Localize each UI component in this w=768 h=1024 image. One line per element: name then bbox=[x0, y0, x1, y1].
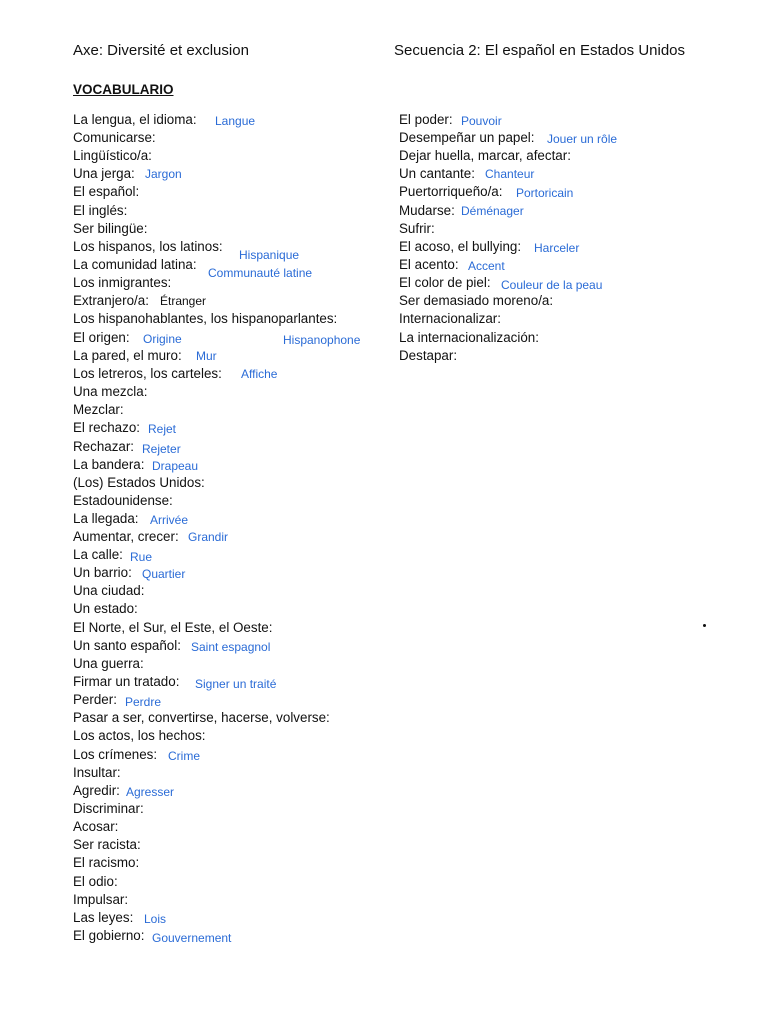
vocab-term-left: Agredir: bbox=[73, 783, 120, 798]
vocab-term-right: El color de piel: bbox=[399, 275, 491, 290]
vocab-term-left: El gobierno: bbox=[73, 928, 145, 943]
vocab-term-left: Ser bilingüe: bbox=[73, 221, 148, 236]
vocab-term-left: El inglés: bbox=[73, 203, 128, 218]
vocab-translation-left: Rejet bbox=[148, 422, 177, 436]
vocab-term-left: Un barrio: bbox=[73, 565, 132, 580]
vocab-term-left: Los letreros, los carteles: bbox=[73, 366, 222, 381]
vocab-term-left: Una jerga: bbox=[73, 166, 135, 181]
vocab-term-left: Los crímenes: bbox=[73, 747, 158, 762]
vocabulary-heading: VOCABULARIO bbox=[73, 82, 174, 97]
vocab-term-left: Insultar: bbox=[73, 765, 121, 780]
vocab-term-right: Ser demasiado moreno/a: bbox=[399, 293, 554, 308]
vocab-translation-left: Crime bbox=[168, 749, 200, 763]
vocab-term-left: Firmar un tratado: bbox=[73, 674, 180, 689]
vocab-term-left: El Norte, el Sur, el Este, el Oeste: bbox=[73, 620, 273, 635]
vocab-translation-left: Origine bbox=[143, 332, 182, 346]
vocab-term-left: Los hispanohablantes, los hispanoparlantes: bbox=[73, 311, 338, 326]
vocab-term-right: Puertorriqueño/a: bbox=[399, 184, 503, 199]
vocab-term-left: Los actos, los hechos: bbox=[73, 728, 206, 743]
vocab-term-left: Acosar: bbox=[73, 819, 119, 834]
vocab-term-right: Dejar huella, marcar, afectar: bbox=[399, 148, 571, 163]
stray-dot bbox=[703, 624, 706, 627]
vocab-translation-left: Gouvernement bbox=[152, 931, 232, 945]
vocab-term-right: Un cantante: bbox=[399, 166, 475, 181]
vocab-term-left: Mezclar: bbox=[73, 402, 124, 417]
vocab-term-right: La internacionalización: bbox=[399, 330, 539, 345]
header-sequence-title: Secuencia 2: El español en Estados Unidos bbox=[394, 42, 686, 59]
vocab-translation-left: Saint espagnol bbox=[191, 640, 271, 654]
header-axis-title: Axe: Diversité et exclusion bbox=[73, 42, 249, 59]
vocab-term-left: El español: bbox=[73, 184, 140, 199]
vocab-translation-right: Couleur de la peau bbox=[501, 278, 603, 292]
vocab-translation-left: Rue bbox=[130, 550, 153, 564]
vocab-term-left: (Los) Estados Unidos: bbox=[73, 475, 205, 490]
vocab-term-right: El acento: bbox=[399, 257, 459, 272]
vocab-term-left: Una mezcla: bbox=[73, 384, 148, 399]
vocab-term-left: La pared, el muro: bbox=[73, 348, 182, 363]
vocab-term-left: Lingüístico/a: bbox=[73, 148, 152, 163]
vocab-translation-left: Quartier bbox=[142, 567, 186, 581]
vocab-translation-right: Chanteur bbox=[485, 167, 535, 181]
vocab-translation-right: Harceler bbox=[534, 241, 580, 255]
vocab-term-right: El poder: bbox=[399, 112, 453, 127]
vocab-term-left: Los hispanos, los latinos: bbox=[73, 239, 223, 254]
vocab-term-left: Extranjero/a: bbox=[73, 293, 149, 308]
vocab-term-left: Una ciudad: bbox=[73, 583, 145, 598]
vocab-term-left: Rechazar: bbox=[73, 439, 135, 454]
vocab-translation-left: Arrivée bbox=[150, 513, 189, 527]
vocab-translation-left: Drapeau bbox=[152, 459, 199, 473]
vocab-translation-right: Jouer un rôle bbox=[547, 132, 618, 146]
vocab-term-left: Impulsar: bbox=[73, 892, 129, 907]
vocab-translation-left: Rejeter bbox=[142, 442, 181, 456]
vocab-translation-left: Étranger bbox=[160, 294, 207, 308]
vocab-term-left: Los inmigrantes: bbox=[73, 275, 172, 290]
vocab-translation-left: Affiche bbox=[241, 367, 278, 381]
vocab-translation-left: Hispanophone bbox=[283, 333, 361, 347]
vocab-translation-left: Mur bbox=[196, 349, 217, 363]
vocab-term-right: Sufrir: bbox=[399, 221, 435, 236]
vocab-term-left: Comunicarse: bbox=[73, 130, 156, 145]
vocab-term-left: Un estado: bbox=[73, 601, 138, 616]
vocab-term-left: El origen: bbox=[73, 330, 130, 345]
vocab-term-left: Un santo español: bbox=[73, 638, 181, 653]
vocab-term-left: Una guerra: bbox=[73, 656, 144, 671]
vocab-term-left: El racismo: bbox=[73, 855, 140, 870]
vocab-term-left: Pasar a ser, convertirse, hacerse, volverse: bbox=[73, 710, 330, 725]
vocab-term-right: Desempeñar un papel: bbox=[399, 130, 535, 145]
vocab-translation-right: Pouvoir bbox=[461, 114, 502, 128]
vocab-term-left: El rechazo: bbox=[73, 420, 140, 435]
vocab-term-left: Perder: bbox=[73, 692, 117, 707]
vocab-term-left: Estadounidense: bbox=[73, 493, 173, 508]
vocab-term-left: Las leyes: bbox=[73, 910, 134, 925]
vocab-translation-left: Langue bbox=[215, 114, 256, 128]
vocab-term-right: Destapar: bbox=[399, 348, 458, 363]
vocab-translation-left: Signer un traité bbox=[195, 677, 277, 691]
vocab-translation-left: Agresser bbox=[126, 785, 175, 799]
vocab-translation-right: Déménager bbox=[461, 204, 524, 218]
vocab-term-left: La llegada: bbox=[73, 511, 139, 526]
vocab-translation-left: Communauté latine bbox=[208, 266, 313, 280]
vocab-translation-left: Jargon bbox=[145, 167, 182, 181]
vocab-term-left: Discriminar: bbox=[73, 801, 144, 816]
vocab-term-right: Mudarse: bbox=[399, 203, 455, 218]
vocab-translation-left: Hispanique bbox=[239, 248, 300, 262]
vocab-term-left: Aumentar, crecer: bbox=[73, 529, 179, 544]
vocab-translation-right: Portoricain bbox=[516, 186, 574, 200]
vocab-translation-right: Accent bbox=[468, 259, 505, 273]
vocab-translation-left: Grandir bbox=[188, 530, 229, 544]
vocab-term-left: El odio: bbox=[73, 874, 118, 889]
vocab-term-right: El acoso, el bullying: bbox=[399, 239, 522, 254]
vocab-term-left: La bandera: bbox=[73, 457, 145, 472]
vocab-term-right: Internacionalizar: bbox=[399, 311, 501, 326]
vocab-translation-left: Perdre bbox=[125, 695, 162, 709]
vocab-term-left: Ser racista: bbox=[73, 837, 141, 852]
vocab-term-left: La comunidad latina: bbox=[73, 257, 197, 272]
vocab-translation-left: Lois bbox=[144, 912, 167, 926]
vocab-term-left: La calle: bbox=[73, 547, 123, 562]
vocab-term-left: La lengua, el idioma: bbox=[73, 112, 197, 127]
